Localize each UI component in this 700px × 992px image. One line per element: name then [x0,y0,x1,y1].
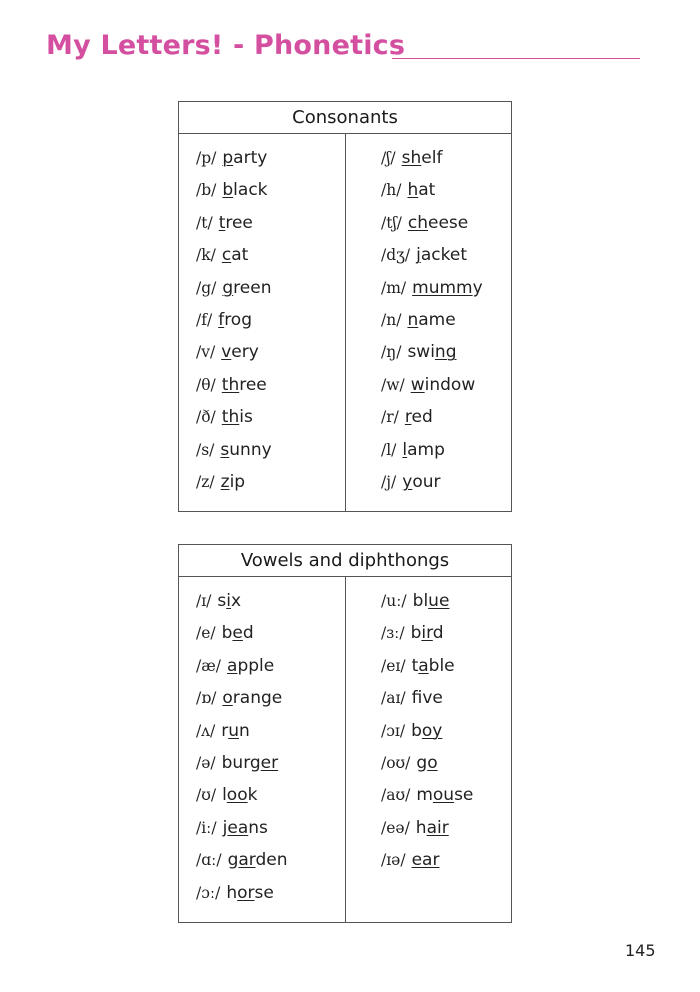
ipa-symbol: /ʊ/ [196,786,217,805]
ipa-symbol: /θ/ [196,375,216,394]
underlined-sound: ch [407,212,429,233]
word-suffix: ed [411,407,433,428]
word-prefix: l [222,785,227,806]
phonetic-row [196,213,345,245]
phonetic-row [381,785,511,817]
ipa-symbol: /ʌ/ [196,721,216,740]
phonetic-row [381,213,511,245]
example-word [222,375,267,395]
underlined-sound: ou [432,785,455,806]
example-word [226,883,274,903]
underlined-sound: ear [411,850,440,871]
word-suffix: unny [229,439,272,460]
underlined-sound: mumm [412,277,473,298]
example-word [416,818,449,838]
phonetic-row [381,245,511,277]
word-prefix: t [411,655,419,676]
word-prefix: b [221,623,233,644]
word-suffix: ree [239,374,267,395]
example-word [412,656,455,676]
ipa-symbol: /eɪ/ [381,656,406,675]
underlined-sound: n [407,309,419,330]
phonetic-row [381,278,511,310]
example-word [405,407,433,427]
underlined-sound: i [226,591,231,611]
example-word [221,472,245,492]
ipa-symbol: /ɔː/ [196,883,221,902]
ipa-symbol: /g/ [196,278,217,297]
underlined-sound: b [222,180,234,201]
phonetic-row [381,180,511,212]
ipa-symbol: /j/ [381,472,397,491]
example-word [407,310,455,330]
phonetic-row [381,375,511,407]
underlined-sound: y [402,471,413,492]
ipa-symbol: /m/ [381,278,407,297]
underlined-sound: oy [421,720,443,741]
word-prefix: h [226,882,238,903]
word-suffix: ve [422,688,443,709]
ipa-symbol: /ɪ/ [196,592,212,610]
underlined-sound: v [221,342,232,363]
phonetic-row [196,375,345,407]
ipa-symbol: /w/ [381,375,405,394]
example-word [412,688,443,708]
example-word [416,753,437,773]
phonetic-row [381,753,511,785]
ipa-symbol: /f/ [196,310,213,329]
example-word [411,375,476,395]
word-suffix: den [255,850,288,871]
underlined-sound: e [232,623,243,644]
example-word [412,850,440,870]
underlined-sound: ue [428,591,450,611]
example-word [416,785,473,805]
vowels-right-column [345,577,511,922]
word-prefix: h [415,817,427,838]
word-prefix: g [416,752,428,773]
underlined-sound: sh [401,148,422,168]
ipa-symbol: /tʃ/ [381,213,402,232]
word-suffix: n [238,720,250,741]
ipa-symbol: /z/ [196,472,215,491]
vowels-table [178,544,512,923]
word-prefix: b [410,623,422,644]
example-word [222,278,271,298]
ipa-symbol: /aɪ/ [381,689,406,708]
underlined-sound: a [418,655,429,676]
phonetic-row [196,753,345,785]
underlined-sound: s [220,439,230,460]
example-word [411,721,442,741]
word-suffix: ree [225,212,253,233]
phonetic-row [381,850,511,882]
phonetic-row [196,310,345,342]
word-prefix: f [411,688,423,709]
example-word [407,342,456,362]
word-prefix: r [221,720,229,741]
phonetic-row [381,688,511,720]
word-suffix: amp [407,439,445,460]
phonetic-row [381,623,511,655]
example-word [402,148,443,168]
page-number: 145 [625,941,656,960]
underlined-sound: air [426,817,449,838]
phonetic-row [381,818,511,850]
ipa-symbol: /ð/ [196,408,216,427]
phonetic-row [381,721,511,753]
example-word [407,180,435,200]
word-prefix: burg [221,752,261,773]
example-word [408,213,468,233]
phonetic-row [381,310,511,342]
underlined-sound: th [221,374,240,395]
underlined-sound: c [221,245,232,266]
consonants-left-column [179,134,345,511]
ipa-symbol: /t/ [196,213,213,232]
phonetic-row [196,623,345,655]
phonetic-row [196,407,345,439]
underlined-sound: z [220,471,230,492]
ipa-symbol: /ɪə/ [381,851,406,870]
phonetic-row [381,591,511,623]
example-word [219,213,253,233]
phonetic-row [196,688,345,720]
ipa-symbol: /æ/ [196,656,222,675]
underlined-sound: ea [227,817,249,838]
ipa-symbol: /ɒ/ [196,689,217,708]
phonetic-row [196,342,345,374]
word-prefix: swi [407,342,435,363]
word-suffix: y [472,277,483,298]
ipa-symbol: /ʃ/ [381,149,396,167]
word-prefix: m [416,785,433,806]
phonetic-row [196,850,345,882]
word-prefix: bl [412,591,429,611]
underlined-sound: f [218,309,225,330]
ipa-symbol: /v/ [196,343,216,362]
word-suffix: reen [233,277,272,298]
ipa-symbol: /iː/ [196,818,217,837]
word-suffix: d [432,623,444,644]
phonetic-row [381,440,511,472]
phonetic-row [196,278,345,310]
ipa-symbol: /p/ [196,149,217,167]
ipa-symbol: /aʊ/ [381,786,411,805]
word-suffix: our [412,471,441,492]
phonetic-row [196,245,345,277]
title-underline [392,58,640,59]
example-word [413,591,450,611]
ipa-symbol: /ɑː/ [196,851,222,870]
example-word [222,688,282,708]
phonetic-row [196,440,345,472]
ipa-symbol: /dʒ/ [381,246,411,265]
ipa-symbol: /e/ [196,624,216,643]
consonants-heading: Consonants [179,102,511,134]
example-word [412,278,483,298]
underlined-sound: j [416,245,421,266]
ipa-symbol: /r/ [381,408,399,427]
consonants-right-column [345,134,511,511]
word-suffix: is [239,407,253,428]
underlined-sound: g [222,277,234,298]
ipa-symbol: /ə/ [196,753,216,772]
vowels-left-column [179,577,345,922]
consonants-table [178,101,512,512]
word-suffix: eese [428,212,469,233]
word-suffix: at [418,180,436,201]
example-word [402,472,440,492]
example-word [222,753,279,773]
word-suffix: ery [231,342,259,363]
word-suffix: arty [233,148,268,168]
word-suffix: d [242,623,254,644]
ipa-symbol: /oʊ/ [381,753,411,772]
example-word [223,818,268,838]
word-suffix: se [454,785,474,806]
word-prefix: s [217,591,227,611]
word-suffix: ame [418,309,456,330]
word-prefix: g [227,850,239,871]
phonetic-row [196,721,345,753]
underlined-sound: w [410,374,425,395]
word-suffix: elf [421,148,443,168]
word-suffix: ble [428,655,455,676]
phonetic-row [381,148,511,180]
ipa-symbol: /ɜː/ [381,624,405,643]
word-suffix: lack [233,180,268,201]
vowels-heading: Vowels and diphthongs [179,545,511,577]
word-suffix: at [231,245,249,266]
word-suffix: indow [424,374,476,395]
phonetic-row [381,342,511,374]
ipa-symbol: /h/ [381,181,402,200]
word-suffix: se [254,882,274,903]
ipa-symbol: /ŋ/ [381,343,402,362]
example-word [222,407,253,427]
underlined-sound: t [218,212,226,233]
phonetic-row [196,883,345,915]
phonetic-row [381,407,511,439]
phonetic-row [196,656,345,688]
example-word [222,785,257,805]
underlined-sound: oo [226,785,248,806]
example-word [222,623,254,643]
underlined-sound: r [404,407,412,428]
word-suffix: x [231,591,242,611]
word-suffix: ip [229,471,246,492]
example-word [222,148,267,168]
word-prefix: j [222,817,228,838]
phonetic-row [381,472,511,504]
example-word [218,310,252,330]
underlined-sound: h [407,180,419,201]
ipa-symbol: /k/ [196,246,216,265]
underlined-sound: th [221,407,240,428]
underlined-sound: ar [238,850,256,871]
example-word [402,440,445,460]
ipa-symbol: /eə/ [381,818,410,837]
example-word [221,342,259,362]
phonetic-row [196,148,345,180]
example-word [217,591,241,611]
example-word [227,656,274,676]
underlined-sound: o [222,688,233,709]
phonetic-row [196,818,345,850]
word-prefix: b [411,720,422,741]
underlined-sound: l [402,439,408,460]
example-word [416,245,467,265]
word-suffix: k [247,785,258,806]
ipa-symbol: /b/ [196,181,217,200]
example-word [222,180,267,200]
underlined-sound: o [427,752,438,773]
phonetic-row [196,472,345,504]
underlined-sound: or [237,882,255,903]
ipa-symbol: /ɔɪ/ [381,721,406,740]
phonetic-row [196,180,345,212]
underlined-sound: a [227,655,238,676]
word-suffix: rog [224,309,252,330]
ipa-symbol: /s/ [196,440,215,459]
underlined-sound: er [260,752,279,773]
example-word [411,623,444,643]
word-suffix: ns [248,817,268,838]
phonetic-row [381,656,511,688]
underlined-sound: ng [434,342,457,363]
example-word [221,721,250,741]
ipa-symbol: /n/ [381,310,402,329]
example-word [220,440,271,460]
example-word [222,245,248,265]
word-suffix: acket [420,245,467,266]
underlined-sound: ir [421,623,433,644]
word-suffix: range [232,688,283,709]
underlined-sound: u [228,720,239,741]
phonetic-row [196,591,345,623]
underlined-sound: p [222,148,234,168]
example-word [228,850,288,870]
phonetic-row [196,785,345,817]
ipa-symbol: /l/ [381,440,397,459]
word-suffix: pple [237,655,275,676]
ipa-symbol: /uː/ [381,592,407,610]
page-title: My Letters! - Phonetics [46,30,406,61]
